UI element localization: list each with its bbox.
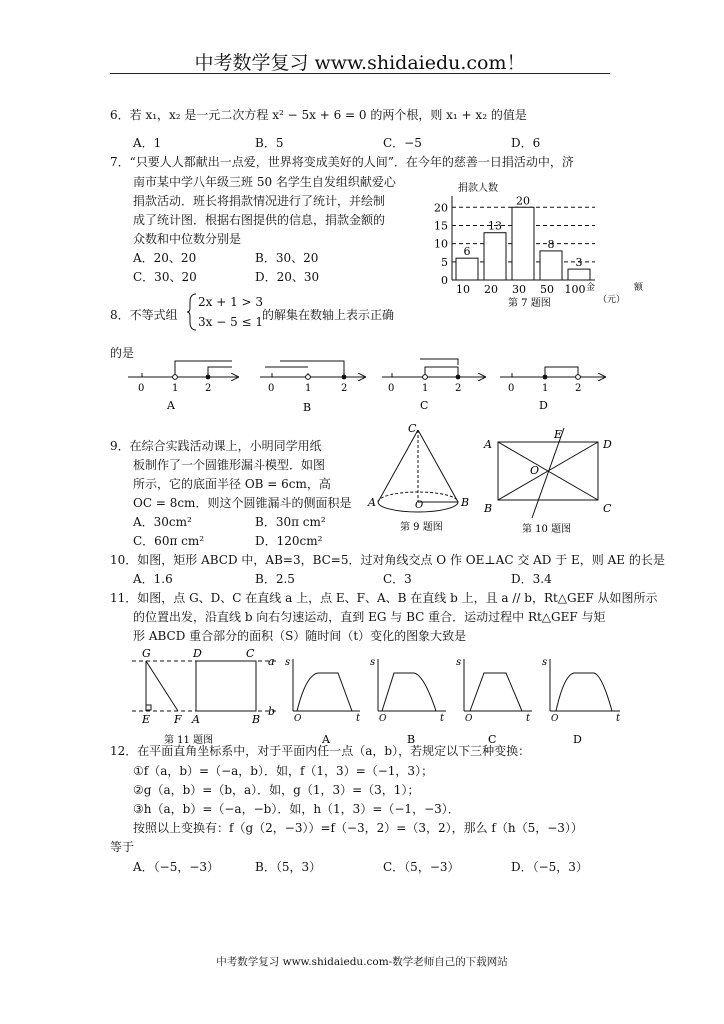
q11-point-b: B xyxy=(252,713,261,726)
q11-b-axis-t: t xyxy=(440,713,445,724)
q10-point-b: B xyxy=(484,502,493,515)
q11-line1: 11．如图，点 G、D、C 在直线 a 上，点 E、F、A、B 在直线 b 上，且 a // b，Rt△GEF 从如图所示 xyxy=(110,591,658,605)
q8-c-tick-0: 0 xyxy=(388,383,395,394)
q6-option-a: A．1 xyxy=(133,136,162,150)
q8-system-line2: 3x − 5 ≤ 1 xyxy=(198,315,264,329)
q11-graph-a-label: A xyxy=(322,733,330,746)
q11-b-axis-s: s xyxy=(370,657,376,668)
q8-option-d-label: D xyxy=(539,399,548,412)
q11-point-g: G xyxy=(142,647,151,660)
q11-line2: 的位置出发，沿直线 b 向右匀速运动，直到 EG 与 BC 重合．运动过程中 Rt△GEF 与矩 xyxy=(133,610,606,624)
q8-d-tick-2: 2 xyxy=(575,383,582,394)
q8-stem-tail: 的解集在数轴上表示正确 xyxy=(262,308,395,322)
q8-line2: 的是 xyxy=(110,346,135,360)
q11-c-origin: O xyxy=(465,714,473,724)
chart-data-label: 13 xyxy=(488,219,502,233)
q7-line3: 捐款活动．班长将捐款情况进行了统计，并绘制 xyxy=(133,194,386,208)
q10-option-d: D．3.4 xyxy=(511,572,552,586)
q10-caption: 第 10 题图 xyxy=(522,524,572,535)
q8-option-a-label: A xyxy=(167,399,175,412)
chart-caption: 第 7 题图 xyxy=(508,298,551,309)
q8-c-tick-2: 2 xyxy=(455,383,462,394)
q8-option-b-numberline xyxy=(260,361,365,414)
chart-data-label: 6 xyxy=(463,245,471,259)
q11-a-axis-t: t xyxy=(356,713,361,724)
q10-option-c: C．3 xyxy=(383,572,412,586)
q10-point-e: E xyxy=(554,428,563,441)
q12-line5: 按照以上变换有：f（g（2，−3））=f（−3，2）=（3，2），那么 f（h（5，−3）） xyxy=(133,821,583,835)
q11-line-a: a xyxy=(268,655,275,668)
chart-title: 捐款人数 xyxy=(458,183,498,194)
chart-y-tick-label: 10 xyxy=(434,237,448,251)
chart-y-tick-label: 0 xyxy=(441,274,448,287)
q9-point-b: B xyxy=(461,496,470,509)
chart-data-label: 3 xyxy=(575,256,583,270)
q11-d-axis-t: t xyxy=(616,713,621,724)
q8-stem: 8．不等式组 xyxy=(110,308,178,322)
q11-c-axis-s: s xyxy=(456,657,462,668)
q12-line1: 12．在平面直角坐标系中，对于平面内任一点（a，b），若规定以下三种变换： xyxy=(110,744,531,758)
q11-point-c: C xyxy=(246,647,255,660)
q8-system-line1: 2x + 1 > 3 xyxy=(198,295,264,309)
q9-line2: 板制作了一个圆锥形漏斗模型．如图 xyxy=(133,458,326,472)
q11-point-e: E xyxy=(142,713,151,726)
chart-x-tick-label: 50 xyxy=(540,283,554,296)
q9-option-c: C．60π cm² xyxy=(133,534,205,548)
page-footer: 中考数学复习 www.shidaiedu.com-数学老师自己的下载网站 xyxy=(216,956,508,968)
q11-point-d: D xyxy=(193,647,202,660)
q11-line3: 形 ABCD 重合部分的面积（S）随时间（t）变化的图象大致是 xyxy=(133,629,467,643)
q12-option-b: B．（5，3） xyxy=(255,860,322,874)
chart-xlabel-b: 额 xyxy=(634,283,644,293)
q11-d-axis-s: s xyxy=(542,657,548,668)
q9-point-o: O xyxy=(415,500,424,511)
chart-bar-50 xyxy=(540,251,562,280)
q12-line3: ②g（a，b）=（b，a）．如，g（1，3）=（3，1）； xyxy=(133,783,420,797)
chart-x-tick-label: 30 xyxy=(512,283,526,296)
q8-option-b-label: B xyxy=(303,401,312,414)
q10-point-a: A xyxy=(484,438,492,451)
q11-d-origin: O xyxy=(551,714,559,724)
q8-option-c-numberline xyxy=(382,359,485,412)
q7-line4: 成了统计图．根据右图提供的信息，捐款金额的 xyxy=(133,213,386,227)
q9-option-d: D．120cm² xyxy=(255,534,323,548)
q6-option-b: B．5 xyxy=(255,136,284,150)
q8-b-tick-1: 1 xyxy=(305,383,312,394)
q12-option-a: A．（−5，−3） xyxy=(133,860,220,874)
q12-option-d: D．（−5，3） xyxy=(511,860,588,874)
q11-line-b: b xyxy=(268,705,276,718)
chart-bar-20 xyxy=(484,233,506,280)
q9-option-b: B．30π cm² xyxy=(255,515,326,529)
q7-option-d: D．20、30 xyxy=(255,270,320,284)
q8-system-brace xyxy=(186,292,198,332)
chart-xlabel-a: 金 xyxy=(586,283,596,293)
q11-a-axis-s: s xyxy=(285,657,291,668)
q7-option-c: C．30、20 xyxy=(133,270,197,284)
q11-figures xyxy=(128,645,628,750)
q10-rectangle-figure xyxy=(480,420,620,538)
q6-option-c: C．−5 xyxy=(383,136,422,150)
q9-caption: 第 9 题图 xyxy=(400,522,443,533)
q11-graph-d-label: D xyxy=(573,733,582,746)
q10-line1: 10．如图，矩形 ABCD 中，AB=3，BC=5．过对角线交点 O 作 OE⊥AC 交 AD 于 E，则 AE 的长是 xyxy=(110,553,665,567)
q7-option-a: A．20、20 xyxy=(133,251,197,265)
header-divider xyxy=(110,73,610,74)
chart-x-tick-label: 20 xyxy=(484,283,498,296)
q7-option-b: B．30、20 xyxy=(255,251,319,265)
chart-bar-30 xyxy=(512,207,534,280)
q11-caption: 第 11 题图 xyxy=(164,735,214,746)
chart-x-tick-label: 10 xyxy=(456,283,470,296)
q12-option-c: C．（5，−3） xyxy=(383,860,460,874)
q10-option-a: A．1.6 xyxy=(133,572,173,586)
q12-line6: 等于 xyxy=(110,840,135,854)
q8-option-d-numberline xyxy=(500,367,605,412)
chart-data-label: 20 xyxy=(516,194,530,208)
q6-option-d: D．6 xyxy=(511,136,541,150)
q8-b-tick-2: 2 xyxy=(341,383,348,394)
chart-x-tick-label: 100 xyxy=(564,283,586,296)
q8-c-tick-1: 1 xyxy=(422,383,429,394)
q9-point-c: C xyxy=(408,422,417,435)
page-header-title: 中考数学复习 www.shidaiedu.com！ xyxy=(194,52,526,74)
chart-data-label: 8 xyxy=(547,237,555,251)
q11-graph-c xyxy=(456,657,532,746)
q7-line5: 众数和中位数分别是 xyxy=(133,232,242,246)
q8-a-tick-2: 2 xyxy=(205,383,212,394)
q11-graph-b-label: B xyxy=(407,733,416,746)
q7-line1: 7．“只要人人都献出一点爱，世界将变成美好的人间”．在今年的慈善一日捐活动中，济 xyxy=(110,155,574,169)
q9-line1: 9．在综合实践活动课上，小明同学用纸 xyxy=(110,439,322,453)
chart-bar-10 xyxy=(456,258,478,280)
q9-point-a: A xyxy=(368,496,376,509)
q11-graph-a xyxy=(285,657,361,746)
chart-xlabel-c: （元） xyxy=(598,295,626,305)
q11-point-a: A xyxy=(192,713,200,726)
q10-point-d: D xyxy=(603,438,612,451)
q11-graph-b xyxy=(370,657,446,746)
q11-point-f: F xyxy=(174,713,182,726)
q8-a-tick-0: 0 xyxy=(138,383,145,394)
q10-option-b: B．2.5 xyxy=(255,572,295,586)
q10-point-c: C xyxy=(603,502,612,515)
q9-cone-figure xyxy=(366,420,478,538)
donation-bar-chart xyxy=(420,178,680,313)
q11-c-axis-t: t xyxy=(526,713,531,724)
q9-line3: 所示，它的底面半径 OB = 6cm，高 xyxy=(133,477,331,491)
q8-d-tick-1: 1 xyxy=(542,383,549,394)
q11-graph-d xyxy=(542,657,621,746)
q11-b-origin: O xyxy=(379,714,387,724)
chart-bar-100 xyxy=(568,269,590,280)
q9-line4: OC = 8cm．则这个圆锥漏斗的侧面积是 xyxy=(133,496,352,510)
chart-y-tick-label: 5 xyxy=(441,255,448,269)
chart-y-tick-label: 15 xyxy=(434,219,448,233)
q11-main-figure xyxy=(132,647,278,746)
q8-option-c-label: C xyxy=(420,399,429,412)
q9-option-a: A．30cm² xyxy=(133,515,192,529)
q7-line2: 南市某中学八年级三班 50 名学生自发组织献爱心 xyxy=(133,175,396,189)
q8-option-a-numberline xyxy=(128,361,238,412)
q8-number-lines xyxy=(120,355,620,415)
q8-d-tick-0: 0 xyxy=(508,383,515,394)
q12-line2: ①f（a，b）=（−a，b）．如，f（1，3）=（−1，3）； xyxy=(133,764,434,778)
q8-b-tick-0: 0 xyxy=(268,383,275,394)
q8-a-tick-1: 1 xyxy=(172,383,179,394)
q10-point-o: O xyxy=(530,464,540,477)
q11-a-origin: O xyxy=(294,714,302,724)
q6-stem: 6．若 x₁，x₂ 是一元二次方程 x² − 5x + 6 = 0 的两个根，则 x₁ + x₂ 的值是 xyxy=(110,108,527,122)
q11-graph-c-label: C xyxy=(488,733,497,746)
q12-line4: ③h（a，b）=（−a，−b）．如，h（1，3）=（−1，−3）． xyxy=(133,802,460,816)
chart-y-tick-label: 20 xyxy=(434,201,448,215)
